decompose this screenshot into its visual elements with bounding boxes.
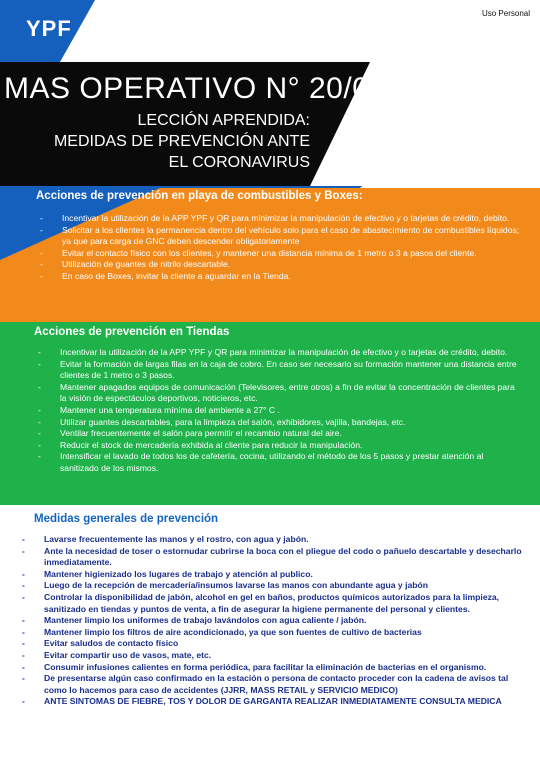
list-item: - Reducir el stock de mercadería exhibida al cliente para reducir la manipulación. bbox=[38, 439, 363, 450]
list-item: - Evitar compartir uso de vasos, mate, etc. bbox=[22, 649, 212, 660]
ypf-logo: YPF bbox=[26, 16, 72, 41]
list-item: - Evitar saludos de contacto físico bbox=[22, 638, 179, 649]
list-item: - Consumir infusiones calientes en forma periódica, para facilitar la eliminación de bacterias en el organismo. bbox=[22, 661, 487, 672]
section-playa-title: Acciones de prevención en playa de combustibles y Boxes: bbox=[36, 190, 363, 202]
list-item: - Evitar la formación de largas filas en la caja de cobro. En caso ser necesario su formación mantener una distancia entre clientes de 1 metro o 3 pasos. bbox=[38, 358, 517, 381]
list-item: - Ante la necesidad de toser o estornudar cubrirse la boca con el pliegue del codo o pañuelo descartable y desecharlo inmediatamente. bbox=[22, 545, 522, 568]
list-item: - Lavarse frecuentemente las manos y el rostro, con agua y jabón. bbox=[22, 534, 309, 544]
bulletin-title: MAS OPERATIVO N° 20/03 bbox=[4, 72, 387, 105]
lesson-line-2: MEDIDAS DE PREVENCIÓN ANTE bbox=[53, 133, 310, 150]
list-item: - Luego de la recepción de mercadería/insumos lavarse las manos con abundante agua y jabón bbox=[22, 580, 428, 591]
list-item: - De presentarse algún caso confirmado en la estación o persona de contacto proceder con la cadena de avisos tal como lo hacemos para caso de accidentes (JJRR, MASS RETAIL y SERVICIO MEDICO) bbox=[22, 673, 509, 695]
list-item: - Incentivar la utilización de la APP YPF y QR para minimizar la manipulación de efectivo y o tarjetas de crédito, debito. bbox=[38, 347, 508, 357]
section-tiendas-title: Acciones de prevención en Tiendas bbox=[34, 326, 230, 338]
list-item: - Intensificar el lavado de todos los de cafetería, cocina, utilizando el método de los 5 pasos y prestar atención al sanitizado de los mismos. bbox=[38, 451, 484, 473]
list-item: - Controlar la disponibilidad de jabón, alcohol en gel en baños, productos químicos autorizados para la limpieza, sanitizado en tiendas y puntos de venta, a fin de asegurar la higiene permanente del personal y clientes. bbox=[22, 591, 500, 614]
lesson-line-3: EL CORONAVIRUS bbox=[168, 154, 310, 171]
section-generales-title: Medidas generales de prevención bbox=[34, 513, 219, 525]
list-item: - Ventilar frecuentemente el salón para permitir el recambio natural del aire. bbox=[38, 428, 342, 439]
list-item: - Mantener limpio los filtros de aire acondicionado, ya que son fuentes de cultivo de bacterias bbox=[22, 626, 422, 637]
lesson-heading bbox=[10, 110, 310, 173]
list-item: - Mantener limpio los uniformes de trabajo lavándolos con agua caliente / jabón. bbox=[22, 615, 367, 626]
list-item: - Mantener una temperatura mínima del ambiente a 27° C . bbox=[38, 404, 280, 415]
section-generales-list bbox=[22, 534, 522, 708]
section-playa-list bbox=[40, 213, 524, 283]
list-item: - Utilizar guantes descartables, para la limpieza del salón, exhibidores, vajilla, bandejas, etc. bbox=[38, 416, 406, 427]
list-item: - Incentivar la utilización de la APP YPF y QR para minimizar la manipulación de efectivo y o tarjetas de crédito, debito. bbox=[40, 213, 510, 223]
list-item: - Evitar el contacto físico con los clientes, y mantener una distancia mínima de 1 metro o 3 a pasos del cliente. bbox=[40, 247, 477, 258]
header-shape bbox=[0, 0, 540, 70]
classification-label: Uso Personal bbox=[481, 9, 530, 18]
list-item: - Utilización de guantes de nitrilo descartable. bbox=[40, 259, 231, 270]
list-item: - Solicitar a los clientes la permanencia dentro del vehículo solo para el caso de abastecimiento de combustibles líquidos; ya que para carga de GNC deben descender obligatoriamente bbox=[40, 224, 520, 247]
list-item: - Mantener higienizado los lugares de trabajo y atención al publico. bbox=[22, 568, 313, 579]
lesson-line-1: LECCIÓN APRENDIDA: bbox=[137, 112, 310, 129]
list-item: - Mantener apagados equipos de comunicación (Televisores, entre otros) a fin de evitar la concentración de clientes para la visión de espectáculos deportivos, noticieros, etc. bbox=[38, 381, 515, 404]
list-item: - ANTE SINTOMAS DE FIEBRE, TOS Y DOLOR DE GARGANTA REALIZAR INMEDIATAMENTE CONSULTA MEDICA bbox=[22, 696, 502, 707]
section-tiendas-list bbox=[38, 347, 522, 475]
list-item: - En caso de Boxes, invitar la cliente a aguardar en la Tienda. bbox=[40, 270, 291, 281]
